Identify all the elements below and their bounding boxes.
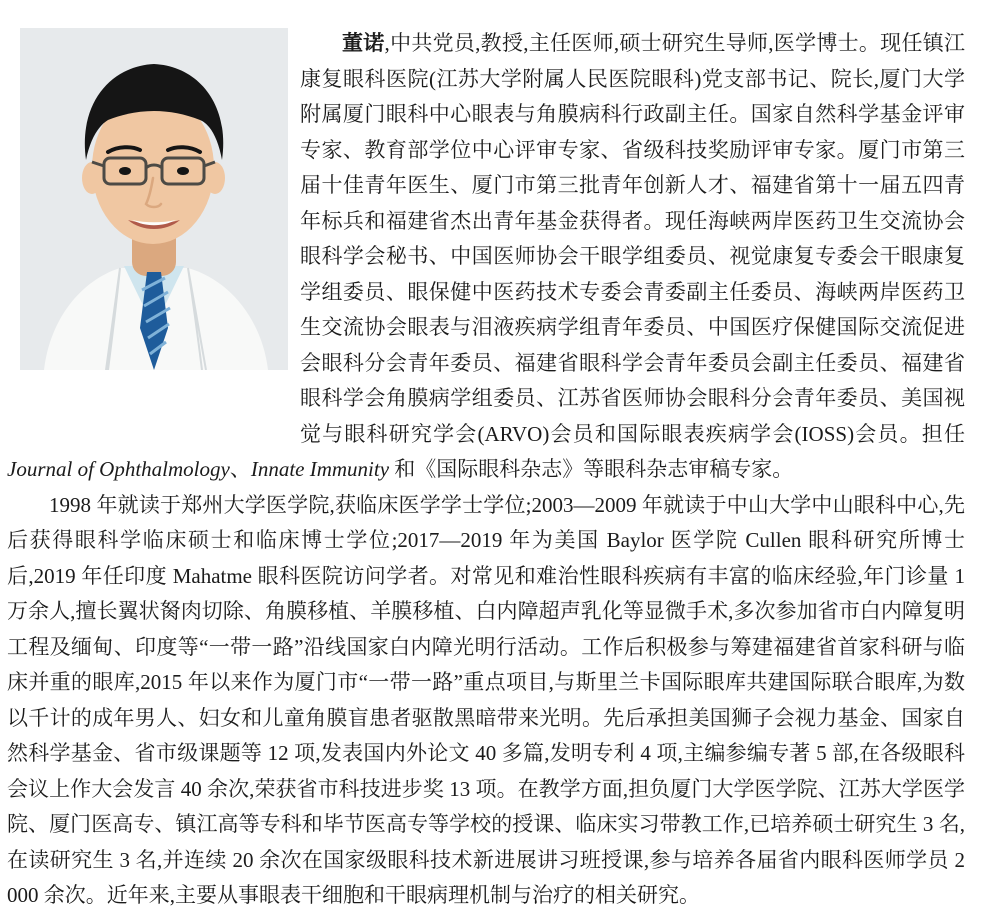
doctor-portrait-photo: [20, 28, 288, 370]
doctor-name: 董诺: [342, 31, 385, 55]
bio-text-segment: ,中共党员,教授,主任医师,硕士研究生导师,医学博士。现任镇江康复眼科医院(江苏大学附属人民医院眼科)党支部书记、院长,厦门大学附属厦门眼科中心眼表与角膜病科行政副主任。国家自然科学基金评审专家、教育部学位中心评审专家、省级科技奖励评审专家。厦门市第三届十佳青年医生、厦门市第三批青年创新人才、福建省第十一届五四青年标兵和福建省杰出青年基金获得者。现任海峡两岸医药卫生交流协会眼科学会秘书、中国医师协会干眼学组委员、视觉康复专委会干眼康复学组委员、眼保健中医药技术专委会青委副主任委员、海峡两岸医药卫生交流协会眼表与泪液疾病学组青年委员、中国医疗保健国际交流促进会眼科分会青年委员、福建省眼科学会青年委员会副主任委员、福建省眼科学会角膜病学组委员、江苏省医师协会眼科分会青年委员、美国视觉与眼科研究学会(ARVO)会员和国际眼表疾病学会(IOSS)会员。担任: [300, 31, 965, 446]
doctor-portrait-illustration: [20, 28, 288, 370]
bio-text-segment: 1998 年就读于郑州大学医学院,获临床医学学士学位;2003—2009 年就读于中山大学中山眼科中心,先后获得眼科学临床硕士和临床博士学位;2017—2019 年为美国 Baylor 医学院 Cullen 眼科研究所博士后,2019 年任印度 Mahatme 眼科医院访问学者。对常见和难治性眼科疾病有丰富的临床经验,年门诊量 1 万余人,擅长翼状胬肉切除、角膜移植、羊膜移植、白内障超声乳化等显微手术,多次参加省市白内障复明工程及缅甸、印度等“一带一路”沿线国家白内障光明行活动。工作后积极参与筹建福建省首家科研与临床并重的眼库,2015 年以来作为厦门市“一带一路”重点项目,与斯里兰卡国际眼库共建国际联合眼库,为数以千计的成年男人、妇女和儿童角膜盲患者驱散黑暗带来光明。先后承担美国狮子会视力基金、国家自然科学基金、省市级课题等 12 项,发表国内外论文 40 多篇,发明专利 4 项,主编参编专著 5 部,在各级眼科会议上作大会发言 40 余次,荣获省市科技进步奖 13 项。在教学方面,担负厦门大学医学院、江苏大学医学院、厦门医高专、镇江高等专科和毕节医高专等学校的授课、临床实习带教工作,已培养硕士研究生 3 名,在读研究生 3 名,并连续 20 余次在国家级眼科技术新进展讲习班授课,参与培养各届省内眼科医师学员 2 000 余次。近年来,主要从事眼表干细胞和干眼病理机制与治疗的相关研究。: [7, 492, 965, 907]
left-ear: [82, 162, 102, 194]
journal-name-italic: Innate Immunity: [250, 457, 390, 481]
bio-text-segment: 、: [229, 457, 251, 481]
right-ear: [205, 162, 225, 194]
bio-paragraph-career: [7, 488, 965, 914]
journal-name-italic: Journal of Ophthalmology: [7, 457, 230, 481]
right-eye: [177, 167, 189, 175]
bio-text-segment: 和《国际眼科杂志》等眼科杂志审稿专家。: [389, 457, 794, 481]
left-eye: [119, 167, 131, 175]
